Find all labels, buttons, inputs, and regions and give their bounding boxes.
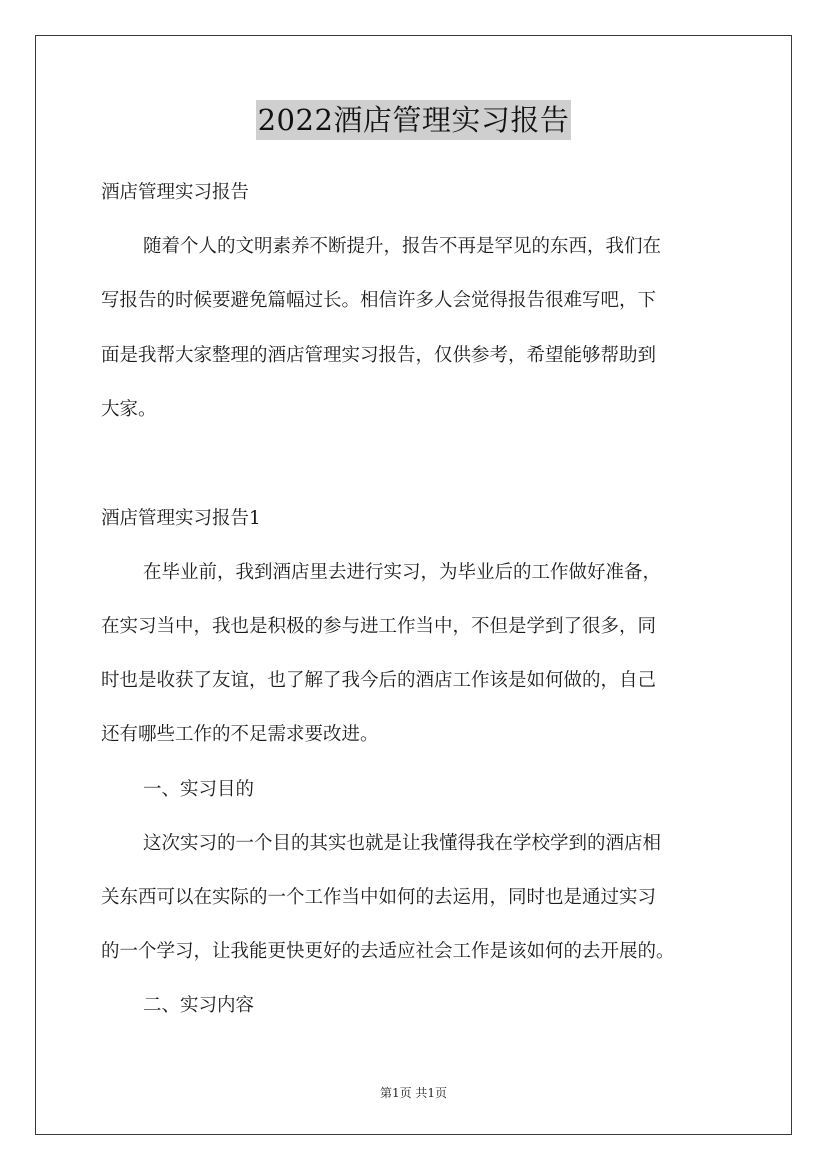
section1-paragraph-line: 的一个学习，让我能更快更好的去适应社会工作是该如何的去开展的。 xyxy=(101,941,675,962)
section1-paragraph-line: 这次实习的一个目的其实也就是让我懂得我在学校学到的酒店相 xyxy=(143,833,662,854)
section1-paragraph-line: 关东西可以在实际的一个工作当中如何的去运用，同时也是通过实习 xyxy=(101,887,657,908)
report1-paragraph-line: 在毕业前，我到酒店里去进行实习，为毕业后的工作做好准备， xyxy=(143,562,662,583)
report1-paragraph-line: 还有哪些工作的不足需求要改进。 xyxy=(101,724,379,745)
page-footer: 第1页 共1页 xyxy=(379,1086,448,1100)
intro-paragraph-line: 面是我帮大家整理的酒店管理实习报告，仅供参考，希望能够帮助到 xyxy=(101,345,657,366)
report1-paragraph-line: 时也是收获了友谊，也了解了我今后的酒店工作该是如何做的，自己 xyxy=(101,670,657,691)
report1-heading: 酒店管理实习报告1 xyxy=(101,508,261,529)
intro-paragraph-line: 随着个人的文明素养不断提升，报告不再是罕见的东西，我们在 xyxy=(143,236,662,257)
report1-paragraph-line: 在实习当中，我也是积极的参与进工作当中，不但是学到了很多，同 xyxy=(101,616,657,637)
section2-heading: 二、实习内容 xyxy=(143,995,255,1016)
section1-heading: 一、实习目的 xyxy=(143,779,255,800)
intro-heading: 酒店管理实习报告 xyxy=(101,182,250,203)
intro-paragraph-line: 写报告的时候要避免篇幅过长。相信许多人会觉得报告很难写吧，下 xyxy=(101,290,657,311)
title-container xyxy=(0,100,827,140)
document-title: 2022酒店管理实习报告 xyxy=(256,100,572,140)
intro-paragraph-line: 大家。 xyxy=(101,399,157,420)
